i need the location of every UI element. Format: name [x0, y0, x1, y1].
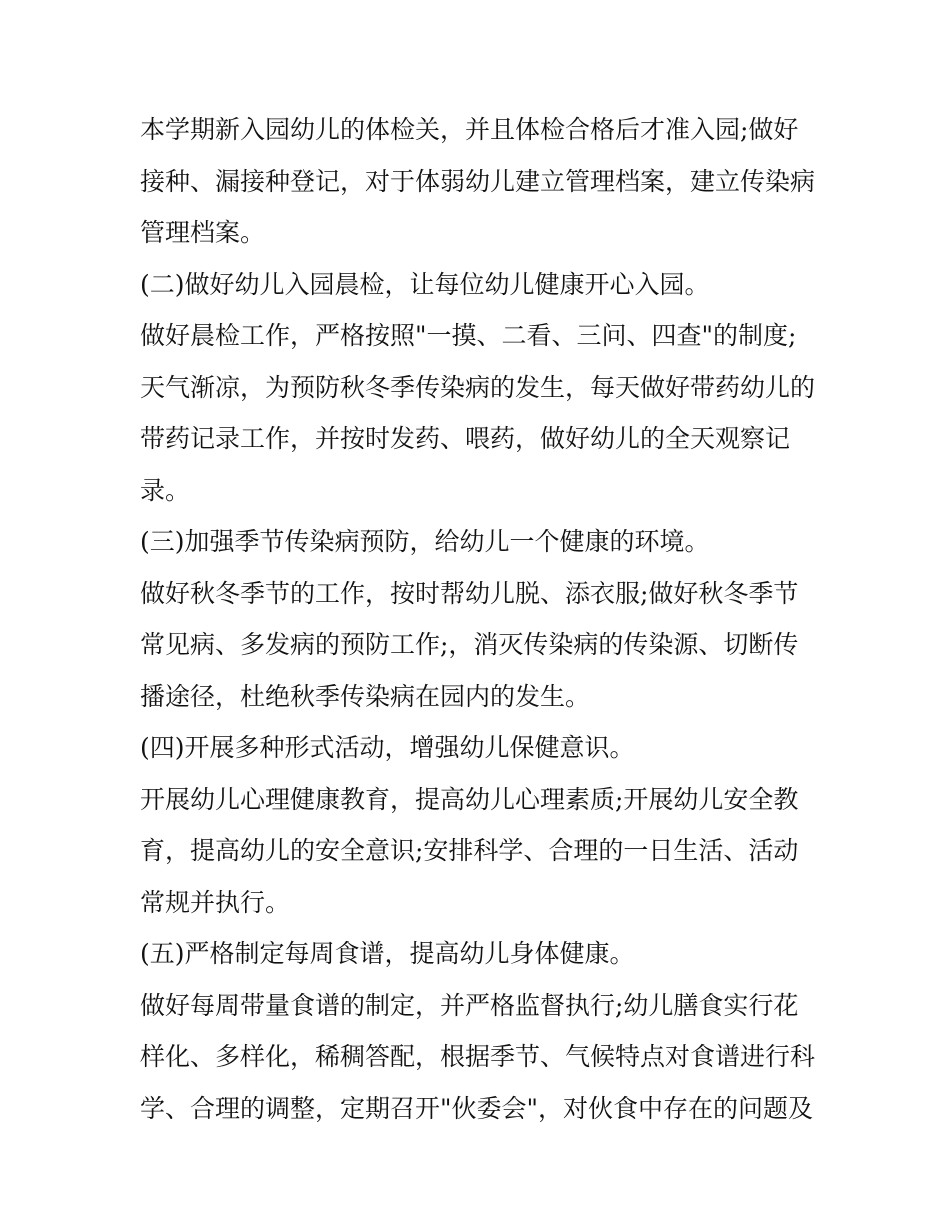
text-line: 样化、多样化，稀稠答配，根据季节、气候特点对食谱进行科 — [140, 1042, 816, 1071]
text-line: 开展幼儿心理健康教育，提高幼儿心理素质;开展幼儿安全教 — [140, 784, 799, 814]
text-line: 学、合理的调整，定期召开"伙委会"，对伙食中存在的问题及 — [140, 1093, 814, 1123]
text-line: 管理档案。 — [140, 218, 266, 247]
text-line: 播途径，杜绝秋季传染病在园内的发生。 — [140, 681, 591, 711]
section-heading-5: (五)严格制定每周食谱，提高幼儿身体健康。 — [140, 939, 635, 968]
text-line: 做好秋冬季节的工作，按时帮幼儿脱、添衣服;做好秋冬季节 — [140, 578, 799, 608]
text-line: 接种、漏接种登记，对于体弱幼儿建立管理档案，建立传染病 — [140, 166, 816, 196]
document-body — [140, 104, 820, 1134]
section-heading-4: (四)开展多种形式活动，增强幼儿保健意识。 — [140, 733, 635, 762]
section-heading-2: (二)做好幼儿入园晨检，让每位幼儿健康开心入园。 — [140, 269, 710, 299]
text-line: 常规并执行。 — [140, 887, 291, 917]
text-line: 育，提高幼儿的安全意识;安排科学、合理的一日生活、活动 — [140, 836, 799, 865]
text-line: 本学期新入园幼儿的体检关，并且体检合格后才准入园;做好 — [140, 115, 799, 144]
text-line: 做好每周带量食谱的制定，并严格监督执行;幼儿膳食实行花 — [140, 990, 799, 1020]
text-line: 常见病、多发病的预防工作;，消灭传染病的传染源、切断传 — [140, 630, 799, 659]
section-heading-3: (三)加强季节传染病预防，给幼儿一个健康的环境。 — [140, 527, 710, 556]
text-line: 带药记录工作，并按时发药、喂药，做好幼儿的全天观察记 — [140, 424, 791, 453]
text-line: 天气渐凉，为预防秋冬季传染病的发生，每天做好带药幼儿的 — [140, 372, 816, 402]
text-line: 做好晨检工作，严格按照"一摸、二看、三问、四查"的制度; — [140, 321, 797, 350]
text-line: 录。 — [140, 475, 191, 505]
